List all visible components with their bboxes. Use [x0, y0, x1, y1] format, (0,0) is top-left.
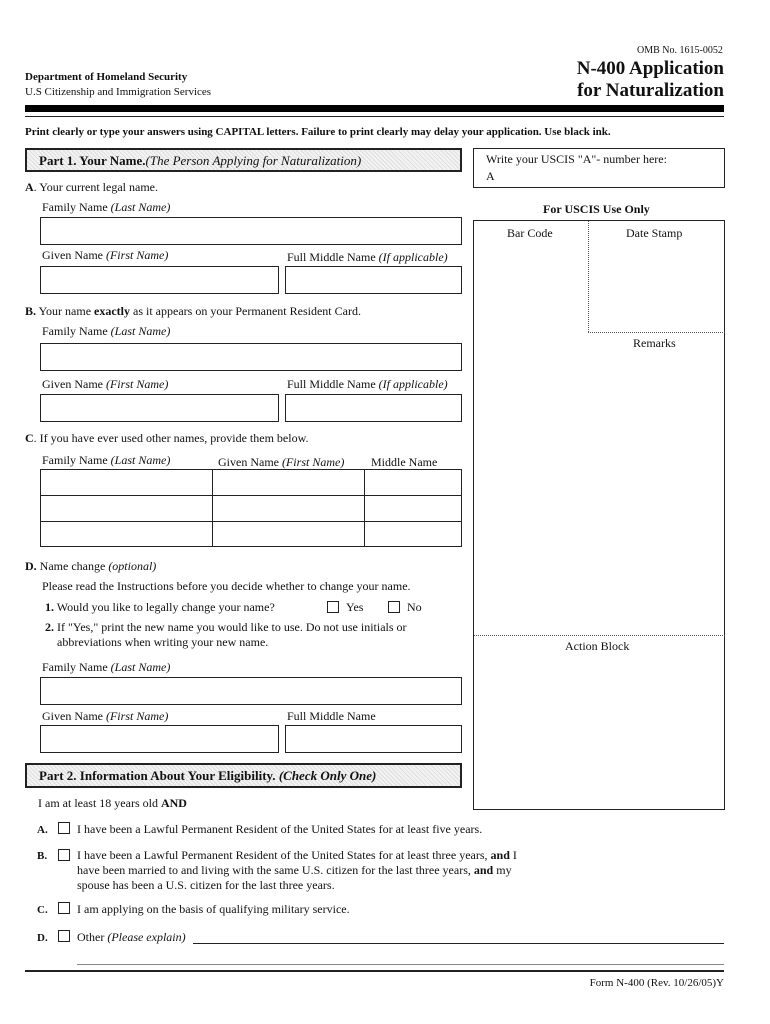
option-d-letter: D. [37, 932, 48, 944]
d-given-label: Given Name (First Name) [42, 709, 169, 723]
option-d-text: Other (Please explain) [77, 930, 186, 944]
footer-rule [25, 970, 724, 972]
d-new-given-name-field[interactable] [40, 725, 279, 753]
a-number-prefix: A [486, 169, 495, 183]
a-middle-name-field[interactable] [285, 266, 462, 294]
option-d-checkbox[interactable] [58, 930, 70, 942]
part2-header [25, 763, 462, 788]
a-family-label: Family Name (Last Name) [42, 200, 171, 214]
agency-name: Department of Homeland Security [25, 71, 188, 83]
option-d-explain-line-2[interactable] [77, 964, 724, 965]
option-d-explain-line[interactable] [193, 943, 724, 944]
q2-text-line1: 2. If "Yes," print the new name you would like to use. Do not use initials or [45, 620, 407, 634]
option-b-letter: B. [37, 850, 48, 862]
c-middle-header: Middle Name [371, 455, 438, 469]
c-row3-middle-cell[interactable] [366, 523, 461, 546]
name-change-no-checkbox[interactable] [388, 601, 400, 613]
omb-number: OMB No. 1615-0052 [637, 45, 723, 56]
table-row-divider [41, 495, 461, 496]
yes-label: Yes [346, 600, 364, 614]
d-middle-label: Full Middle Name [287, 709, 376, 723]
option-b-checkbox[interactable] [58, 849, 70, 861]
form-revision: Form N-400 (Rev. 10/26/05)Y [589, 977, 724, 989]
section-c-label: C. If you have ever used other names, provide them below. [25, 431, 309, 445]
c-row1-family-cell[interactable] [42, 471, 211, 494]
form-title-line2: for Naturalization [577, 80, 724, 101]
part2-intro: I am at least 18 years old AND [38, 796, 187, 810]
part2-title: Part 2. Information About Your Eligibility. [39, 768, 276, 783]
option-c-checkbox[interactable] [58, 902, 70, 914]
b-given-name-field[interactable] [40, 394, 279, 422]
option-b-text-line2: have been married to and living with the same U.S. citizen for the last three years, and my [77, 863, 512, 877]
d-new-middle-name-field[interactable] [285, 725, 462, 753]
a-given-label: Given Name (First Name) [42, 248, 169, 262]
part1-subtitle: (The Person Applying for Naturalization) [145, 153, 362, 168]
part2-note: (Check Only One) [278, 768, 377, 783]
a-middle-label: Full Middle Name (If applicable) [287, 250, 448, 264]
a-number-label: Write your USCIS "A"- number here: [486, 152, 667, 166]
d-new-family-name-field[interactable] [40, 677, 462, 705]
option-a-letter: A. [37, 824, 48, 836]
uscis-use-only-title: For USCIS Use Only [543, 202, 650, 216]
option-c-text: I am applying on the basis of qualifying military service. [77, 902, 350, 916]
action-block-divider [474, 635, 725, 636]
option-b-text-line3: spouse has been a U.S. citizen for the last three years. [77, 878, 335, 892]
table-row-divider [41, 521, 461, 522]
bar-code-label: Bar Code [507, 226, 553, 240]
no-label: No [407, 600, 422, 614]
table-col-divider [364, 470, 365, 546]
name-change-yes-checkbox[interactable] [327, 601, 339, 613]
option-a-checkbox[interactable] [58, 822, 70, 834]
agency-subname: U.S Citizenship and Immigration Services [25, 86, 212, 98]
a-number-field[interactable] [473, 148, 725, 188]
uscis-use-only-box [473, 220, 725, 810]
b-family-name-field[interactable] [40, 343, 462, 371]
section-b-label: B. Your name exactly as it appears on your Permanent Resident Card. [25, 304, 361, 318]
q2-text-line2: abbreviations when writing your new name. [57, 635, 269, 649]
remarks-divider [588, 332, 725, 333]
header-thin-rule [25, 116, 724, 117]
option-c-letter: C. [37, 904, 48, 916]
c-row3-family-cell[interactable] [42, 523, 211, 546]
a-family-name-field[interactable] [40, 217, 462, 245]
c-row1-middle-cell[interactable] [366, 471, 461, 494]
b-middle-label: Full Middle Name (If applicable) [287, 377, 448, 391]
q1-text: 1. Would you like to legally change your name? [45, 600, 275, 614]
header-rule [25, 105, 724, 112]
c-row3-given-cell[interactable] [214, 523, 363, 546]
instructions-text: Print clearly or type your answers using CAPITAL letters. Failure to print clearly may delay your application. Use black ink. [25, 126, 611, 138]
c-other-names-table [40, 469, 462, 547]
remarks-label: Remarks [633, 336, 676, 350]
form-title-line1: N-400 Application [576, 58, 724, 79]
c-row1-given-cell[interactable] [214, 471, 363, 494]
c-row2-family-cell[interactable] [42, 497, 211, 520]
part1-header [25, 148, 462, 172]
date-stamp-label: Date Stamp [626, 226, 683, 240]
b-given-label: Given Name (First Name) [42, 377, 169, 391]
b-family-label: Family Name (Last Name) [42, 324, 171, 338]
option-b-text-line1: I have been a Lawful Permanent Resident of the United States for at least three years, and I [77, 848, 517, 862]
section-d-label: D. Name change (optional) [25, 559, 157, 573]
section-a-label: A. Your current legal name. [25, 180, 158, 194]
option-a-text: I have been a Lawful Permanent Resident of the United States for at least five years. [77, 822, 483, 836]
b-middle-name-field[interactable] [285, 394, 462, 422]
a-given-name-field[interactable] [40, 266, 279, 294]
d-family-label: Family Name (Last Name) [42, 660, 171, 674]
action-block-label: Action Block [565, 639, 630, 653]
d-instructions: Please read the Instructions before you decide whether to change your name. [42, 579, 411, 593]
table-col-divider [212, 470, 213, 546]
c-row2-middle-cell[interactable] [366, 497, 461, 520]
c-row2-given-cell[interactable] [214, 497, 363, 520]
c-given-header: Given Name (First Name) [218, 455, 345, 469]
part1-title: Part 1. Your Name. [39, 153, 146, 168]
barcode-divider [588, 221, 589, 332]
c-family-header: Family Name (Last Name) [42, 453, 171, 467]
